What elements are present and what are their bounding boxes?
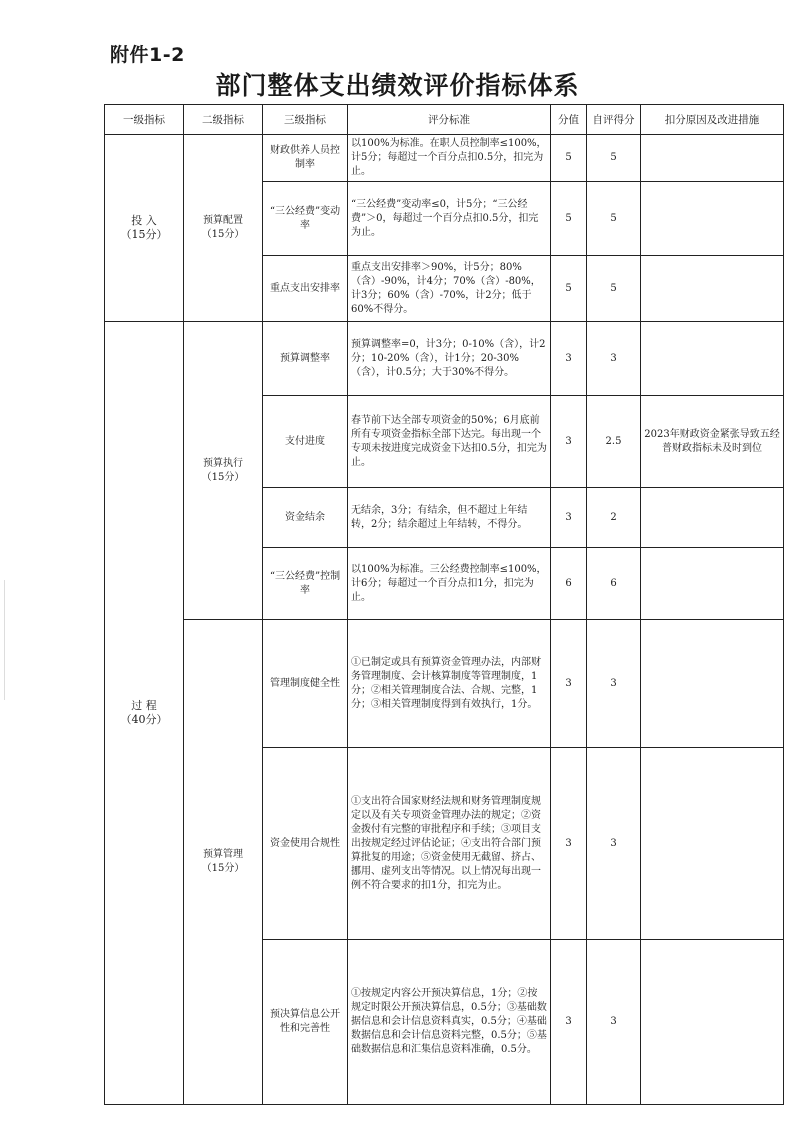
score-value: 3 <box>551 620 587 748</box>
deduction-note <box>641 256 784 322</box>
self-score-value: 3 <box>587 620 641 748</box>
header-standard: 评分标准 <box>348 105 551 135</box>
level1-name: 投 入 <box>131 214 157 227</box>
level1-points: （40分） <box>120 713 168 726</box>
table-row <box>105 620 784 748</box>
indicator-name: 管理制度健全性 <box>263 620 348 748</box>
deduction-note <box>641 488 784 548</box>
score-value: 3 <box>551 322 587 396</box>
level2-name: 预算管理 <box>203 849 243 860</box>
self-score-value: 5 <box>587 182 641 256</box>
level2-points: （15分） <box>201 863 245 874</box>
deduction-note <box>641 548 784 620</box>
score-value: 5 <box>551 256 587 322</box>
self-score-value: 3 <box>587 940 641 1105</box>
level2-budget-execution-cell <box>184 322 263 620</box>
indicator-name: 资金结余 <box>263 488 348 548</box>
score-value: 5 <box>551 182 587 256</box>
indicator-name: “三公经费”控制率 <box>263 548 348 620</box>
level1-process-cell <box>105 322 184 1105</box>
deduction-note <box>641 182 784 256</box>
standard-text: 预算调整率=0，计3分；0-10%（含），计2分；10-20%（含），计1分；20-30%（含），计0.5分；大于30%不得分。 <box>348 322 551 396</box>
standard-text: 重点支出安排率＞90%，计5分；80%（含）-90%，计4分；70%（含）-80%，计3分；60%（含）-70%，计2分；低于60%不得分。 <box>348 256 551 322</box>
header-score: 分值 <box>551 105 587 135</box>
level1-input-cell <box>105 135 184 322</box>
standard-text: 以100%为标准。三公经费控制率≤100%，计6分；每超过一个百分点扣1分，扣完为止。 <box>348 548 551 620</box>
indicator-name: 重点支出安排率 <box>263 256 348 322</box>
table-row <box>105 135 784 182</box>
level2-name: 预算配置 <box>203 215 243 226</box>
indicator-name: 预算调整率 <box>263 322 348 396</box>
level2-points: （15分） <box>201 229 245 240</box>
self-score-value: 2 <box>587 488 641 548</box>
indicator-name: 支付进度 <box>263 396 348 488</box>
header-level1: 一级指标 <box>105 105 184 135</box>
self-score-value: 5 <box>587 135 641 182</box>
self-score-value: 3 <box>587 748 641 940</box>
indicator-name: “三公经费”变动率 <box>263 182 348 256</box>
indicator-table <box>104 104 784 1105</box>
header-row <box>105 105 784 135</box>
standard-text: ①支出符合国家财经法规和财务管理制度规定以及有关专项资金管理办法的规定；②资金拨付有完整的审批程序和手续；③项目支出按规定经过评估论证；④支出符合部门预算批复的用途；⑤资金使用无截留、挤占、挪用、虚列支出等情况。以上情况每出现一例不符合要求的扣1分，扣完为止。 <box>348 748 551 940</box>
scan-edge-mark <box>4 580 5 700</box>
score-value: 3 <box>551 940 587 1105</box>
indicator-name: 资金使用合规性 <box>263 748 348 940</box>
standard-text: 无结余，3分；有结余，但不超过上年结转，2分；结余超过上年结转，不得分。 <box>348 488 551 548</box>
self-score-value: 2.5 <box>587 396 641 488</box>
standard-text: 春节前下达全部专项资金的50%；6月底前所有专项资金指标全部下达完。每出现一个专项未按进度完成资金下达扣0.5分，扣完为止。 <box>348 396 551 488</box>
header-level3: 三级指标 <box>263 105 348 135</box>
indicator-name: 预决算信息公开性和完善性 <box>263 940 348 1105</box>
level1-name: 过 程 <box>131 699 157 712</box>
standard-text: ①按规定内容公开预决算信息，1分；②按规定时限公开预决算信息，0.5分；③基础数据信息和会计信息资料真实，0.5分；④基础数据信息和会计信息资料完整，0.5分；⑤基础数据信息和汇集信息资料准确，0.5分。 <box>348 940 551 1105</box>
level2-budget-allocation-cell <box>184 135 263 322</box>
level2-budget-management-cell <box>184 620 263 1105</box>
header-self-score: 自评得分 <box>587 105 641 135</box>
standard-text: “三公经费”变动率≤0，计5分；“三公经费”＞0，每超过一个百分点扣0.5分，扣完为止。 <box>348 182 551 256</box>
level1-points: （15分） <box>120 228 168 241</box>
header-deduction: 扣分原因及改进措施 <box>641 105 784 135</box>
level2-name: 预算执行 <box>203 457 243 469</box>
page-title: 部门整体支出绩效评价指标体系 <box>215 71 580 100</box>
score-value: 3 <box>551 748 587 940</box>
deduction-note: 2023年财政资金紧张导致五经普财政指标未及时到位 <box>641 396 784 488</box>
deduction-note <box>641 620 784 748</box>
score-value: 5 <box>551 135 587 182</box>
table-row <box>105 322 784 396</box>
level2-points: （15分） <box>201 471 245 483</box>
self-score-value: 5 <box>587 256 641 322</box>
indicator-name: 财政供养人员控制率 <box>263 135 348 182</box>
score-value: 3 <box>551 396 587 488</box>
score-value: 6 <box>551 548 587 620</box>
standard-text: 以100%为标准。在职人员控制率≤100%，计5分；每超过一个百分点扣0.5分，扣完为止。 <box>348 135 551 182</box>
deduction-note <box>641 135 784 182</box>
deduction-note <box>641 940 784 1105</box>
attachment-label: 附件1-2 <box>110 44 185 66</box>
header-level2: 二级指标 <box>184 105 263 135</box>
self-score-value: 3 <box>587 322 641 396</box>
deduction-note <box>641 748 784 940</box>
standard-text: ①已制定或具有预算资金管理办法，内部财务管理制度、会计核算制度等管理制度，1分；②相关管理制度合法、合规、完整，1分；③相关管理制度得到有效执行，1分。 <box>348 620 551 748</box>
self-score-value: 6 <box>587 548 641 620</box>
score-value: 3 <box>551 488 587 548</box>
deduction-note <box>641 322 784 396</box>
